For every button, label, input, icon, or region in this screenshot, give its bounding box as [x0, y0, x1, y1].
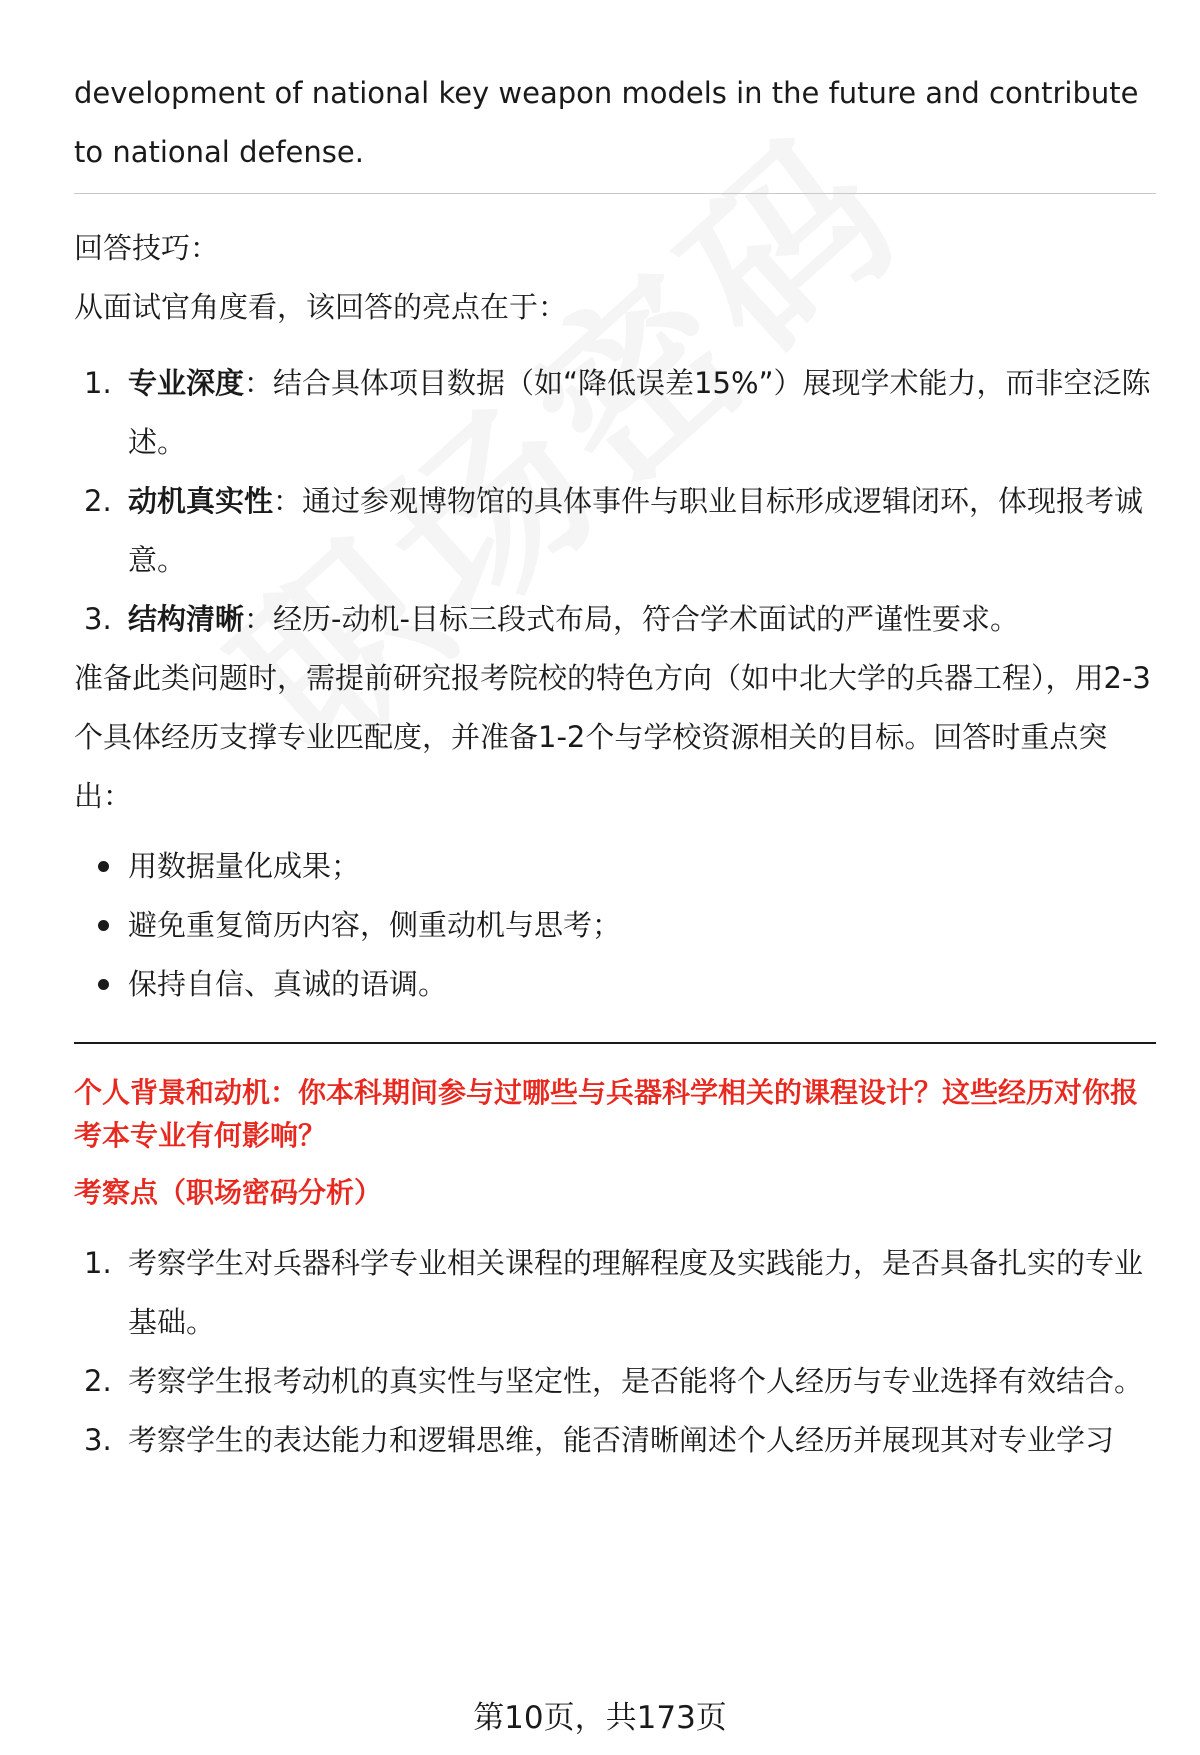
- list-item: [74, 1352, 1156, 1411]
- question-section: [74, 1071, 1156, 1157]
- list-item: [74, 472, 1156, 590]
- bullet-icon: [98, 979, 109, 990]
- bullet-icon: [98, 861, 109, 872]
- tips-section: [74, 219, 1156, 337]
- list-item: 保持自信、真诚的语调。: [74, 955, 1156, 1014]
- point-title: 结构清晰: [128, 602, 245, 636]
- analysis-heading-block: [74, 1171, 1156, 1214]
- list-number: 3.: [84, 602, 112, 636]
- prep-paragraph: [74, 649, 1156, 826]
- list-number: 1.: [84, 1246, 112, 1280]
- question-divider: [74, 1042, 1156, 1044]
- point-text: ：结合具体项目数据（如“降低误差15%”）展现学术能力，而非空泛陈述。: [128, 366, 1151, 459]
- tips-lead: 从面试官角度看，该回答的亮点在于：: [74, 290, 568, 324]
- point-text: ：通过参观博物馆的具体事件与职业目标形成逻辑闭环，体现报考诚意。: [128, 484, 1144, 577]
- section-divider: [74, 193, 1156, 194]
- intro-line-1: development of national key weapon models in the future and contribute: [74, 76, 1139, 110]
- tips-points: [74, 354, 1156, 649]
- page-number: 第10页，共173页: [473, 1700, 727, 1736]
- question-title: 个人背景和动机：你本科期间参与过哪些与兵器科学相关的课程设计？这些经历对你报考本专业有何影响？: [74, 1076, 1139, 1152]
- list-item: [74, 354, 1156, 472]
- bullet-icon: [98, 920, 109, 931]
- intro-line-2: to national defense.: [74, 135, 364, 169]
- list-item: 用数据量化成果；: [74, 837, 1156, 896]
- list-number: 3.: [84, 1423, 112, 1457]
- prep-bullets: [74, 837, 1156, 1014]
- intro-paragraph: [74, 64, 1156, 182]
- list-number: 2.: [84, 484, 112, 518]
- list-item: [74, 1411, 1156, 1470]
- list-item: [74, 590, 1156, 649]
- list-item: [74, 1234, 1156, 1352]
- list-item: 避免重复简历内容，侧重动机与思考；: [74, 896, 1156, 955]
- analysis-points: [74, 1234, 1156, 1470]
- list-number: 2.: [84, 1364, 112, 1398]
- tips-heading: 回答技巧：: [74, 231, 220, 265]
- prep-text: 准备此类问题时，需提前研究报考院校的特色方向（如中北大学的兵器工程），用2-3个具体经历支撑专业匹配度，并准备1-2个与学校资源相关的目标。回答时重点突出：: [74, 661, 1151, 813]
- point-title: 动机真实性: [128, 484, 274, 518]
- item-text: 考察学生报考动机的真实性与坚定性，是否能将个人经历与专业选择有效结合。: [128, 1364, 1144, 1398]
- item-text: 考察学生的表达能力和逻辑思维，能否清晰阐述个人经历并展现其对专业学习: [128, 1423, 1115, 1457]
- point-text: ：经历-动机-目标三段式布局，符合学术面试的严谨性要求。: [244, 602, 1019, 636]
- item-text: 考察学生对兵器科学专业相关课程的理解程度及实践能力，是否具备扎实的专业基础。: [128, 1246, 1144, 1339]
- list-number: 1.: [84, 366, 112, 400]
- analysis-heading: 考察点（职场密码分析）: [74, 1176, 383, 1209]
- point-title: 专业深度: [128, 366, 245, 400]
